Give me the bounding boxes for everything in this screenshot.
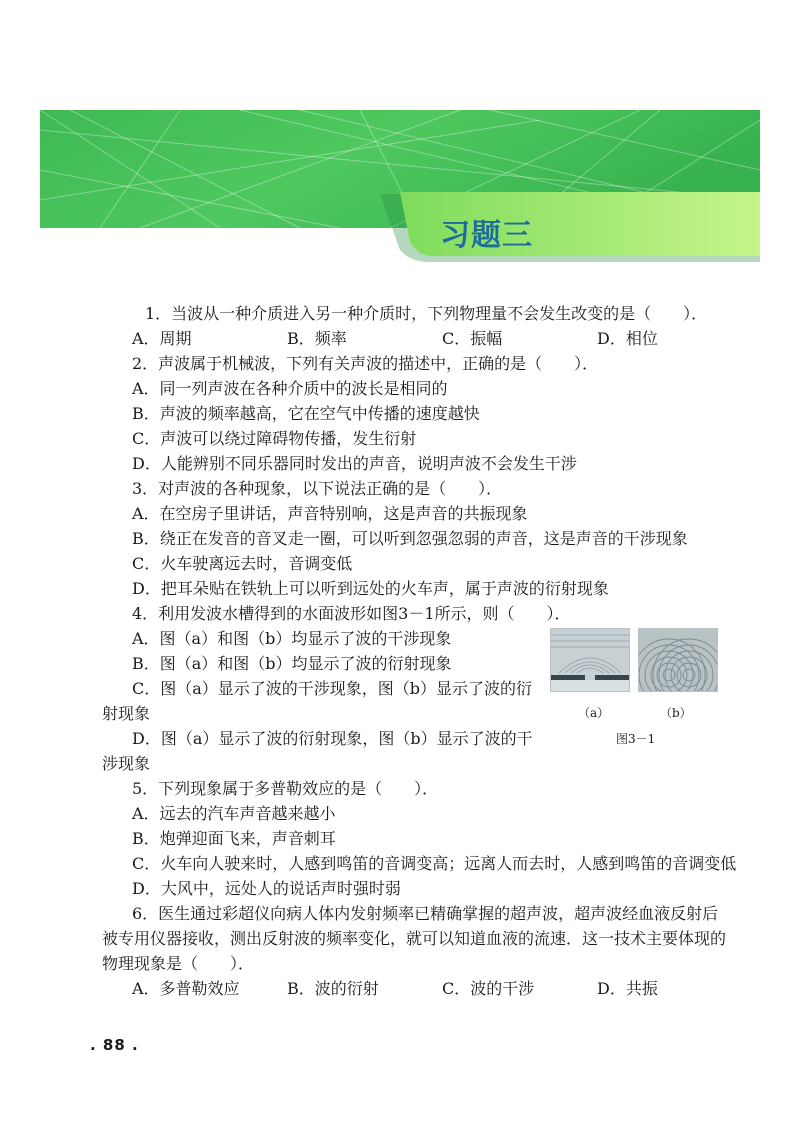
figure-caption: 图3－1 (616, 732, 656, 746)
q2-option-a: A．同一列声波在各种介质中的波长是相同的 (132, 379, 448, 398)
q3-option-b: B．绕正在发音的音叉走一圈，可以听到忽强忽弱的声音，这是声音的干涉现象 (132, 529, 688, 548)
q4-stem: 4．利用发波水槽得到的水面波形如图3－1所示，则（ ）． (132, 604, 571, 623)
wave-diffraction-image (551, 629, 629, 691)
q4-option-b: B．图（a）和图（b）均显示了波的衍射现象 (132, 654, 452, 673)
q6-stem-line1: 6．医生通过彩超仪向病人体内发射频率已精确掌握的超声波，超声波经血液反射后 (132, 904, 719, 923)
q4-option-c-cont: 射现象 (102, 704, 151, 723)
q6-options (132, 977, 752, 1001)
q2-option-c: C．声波可以绕过障碍物传播，发生衍射 (132, 429, 417, 448)
q1-option-a: A．周期 (132, 329, 192, 348)
q1-option-d: D．相位 (597, 329, 658, 348)
page-number: . 88 . (90, 1036, 139, 1054)
q2-stem: 2．声波属于机械波，下列有关声波的描述中，正确的是（ ）． (132, 354, 599, 373)
q5-option-c: C．火车向人驶来时，人感到鸣笛的音调变高；远离人而去时，人感到鸣笛的音调变低 (132, 854, 737, 873)
wave-interference-image (639, 629, 717, 691)
header-banner (40, 110, 760, 262)
q4-option-d: D．图（a）显示了波的衍射现象，图（b）显示了波的干 (132, 729, 533, 748)
figure-b-label: （b） (660, 706, 692, 720)
q6-option-b: B．波的衍射 (287, 979, 379, 998)
q5-option-d: D．大风中，远处人的说话声时强时弱 (132, 879, 401, 898)
q5-stem: 5．下列现象属于多普勒效应的是（ ）． (132, 779, 439, 798)
q1-options (132, 327, 752, 351)
q3-option-a: A．在空房子里讲话，声音特别响，这是声音的共振现象 (132, 504, 528, 523)
q1-option-c: C．振幅 (442, 329, 503, 348)
q3-option-d: D．把耳朵贴在铁轨上可以听到远处的火车声，属于声波的衍射现象 (132, 579, 609, 598)
q1-option-b: B．频率 (287, 329, 347, 348)
q4-option-d-cont: 涉现象 (102, 754, 151, 773)
q3-option-c: C．火车驶离远去时，音调变低 (132, 554, 353, 573)
figure-a-label: （a） (578, 706, 610, 720)
q5-option-a: A．远去的汽车声音越来越小 (132, 804, 336, 823)
q6-option-d: D．共振 (597, 979, 658, 998)
figure-b-image (638, 628, 718, 692)
page-title: 习题三 (440, 218, 533, 253)
q3-stem: 3．对声波的各种现象，以下说法正确的是（ ）． (132, 479, 503, 498)
q2-option-d: D．人能辨别不同乐器同时发出的声音，说明声波不会发生干涉 (132, 454, 577, 473)
figure-a-image (550, 628, 630, 692)
q6-stem-line2: 被专用仪器接收，测出反射波的频率变化，就可以知道血液的流速．这一技术主要体现的 (102, 929, 727, 948)
q6-option-a: A．多普勒效应 (132, 979, 240, 998)
q6-stem-line3: 物理现象是（ ）． (102, 954, 255, 973)
q6-option-c: C．波的干涉 (442, 979, 535, 998)
q4-option-a: A．图（a）和图（b）均显示了波的干涉现象 (132, 629, 452, 648)
q5-option-b: B．炮弹迎面飞来，声音刺耳 (132, 829, 336, 848)
banner-graphic (40, 110, 760, 262)
q4-option-c: C．图（a）显示了波的干涉现象，图（b）显示了波的衍 (132, 679, 533, 698)
q1-stem: 1．当波从一种介质进入另一种介质时，下列物理量不会发生改变的是（ ）． (145, 304, 708, 323)
q2-option-b: B．声波的频率越高，它在空气中传播的速度越快 (132, 404, 480, 423)
figure-3-1 (550, 628, 720, 748)
